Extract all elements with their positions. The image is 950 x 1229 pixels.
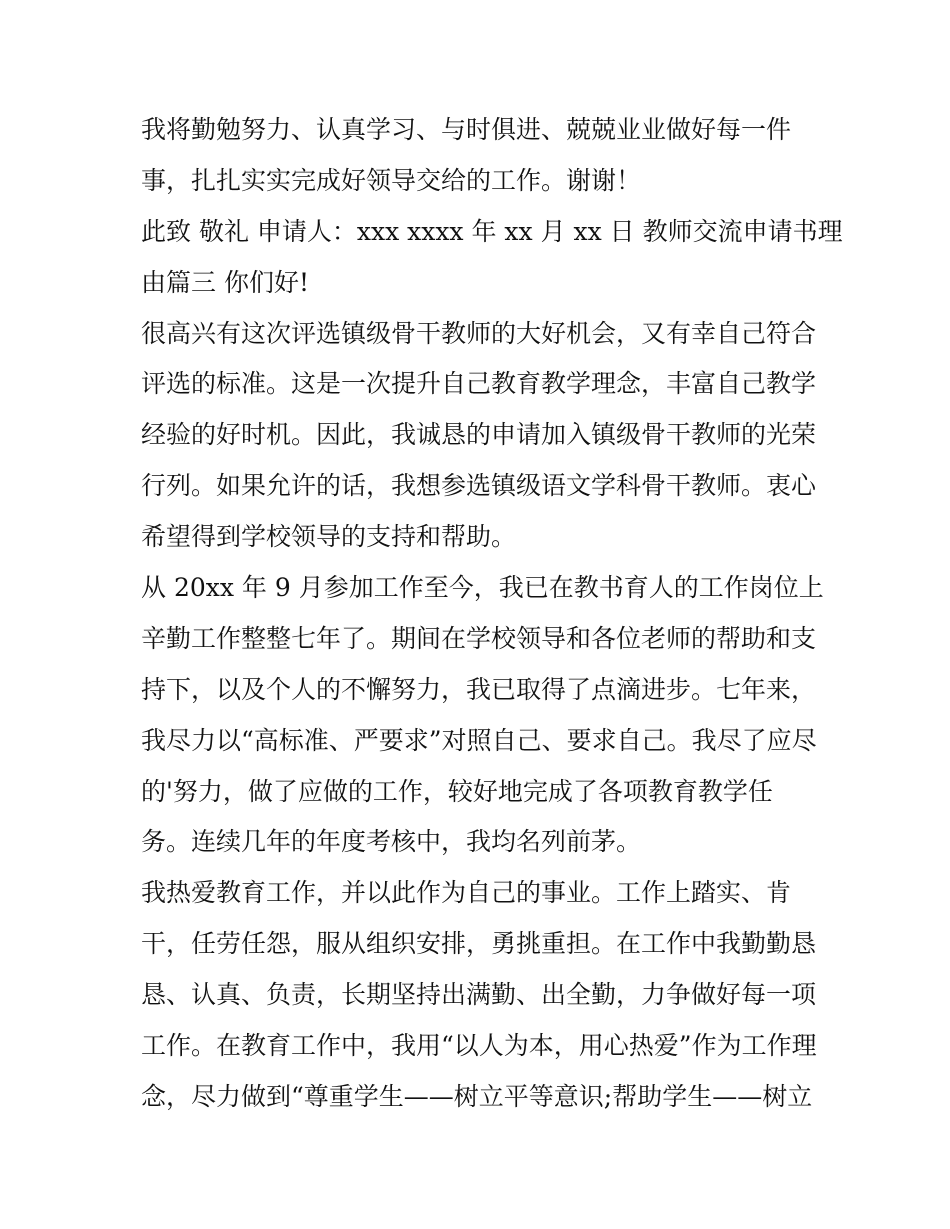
text-line: 工作。在教育工作中，我用“以人为本，用心热爱”作为工作理 bbox=[141, 1031, 817, 1061]
text-line: 由篇三 你们好! bbox=[141, 267, 309, 297]
text-line: 干，任劳任怨，服从组织安排，勇挑重担。在工作中我勤勤恳 bbox=[141, 929, 817, 959]
text-line: 事，扎扎实实完成好领导交给的工作。谢谢！ bbox=[141, 165, 642, 195]
text-line: 辛勤工作整整七年了。期间在学校领导和各位老师的帮助和支 bbox=[141, 623, 817, 653]
text-line: 从 20xx 年 9 月参加工作至今，我已在教书育人的工作岗位上 bbox=[141, 573, 824, 603]
text-line: 我将勤勉努力、认真学习、与时俱进、兢兢业业做好每一件 bbox=[141, 115, 792, 144]
text-line: 务。连续几年的年度考核中，我均名列前茅。 bbox=[141, 827, 642, 857]
text-line: 我尽力以“高标准、严要求”对照自己、要求自己。我尽了应尽 bbox=[141, 725, 817, 755]
text-line: 我热爱教育工作，并以此作为自己的事业。工作上踏实、肯 bbox=[141, 878, 792, 908]
text-line: 持下，以及个人的不懈努力，我已取得了点滴进步。七年来， bbox=[141, 674, 817, 704]
text-line: 的'努力，做了应做的工作，较好地完成了各项教育教学任 bbox=[141, 776, 773, 806]
body-text bbox=[141, 105, 843, 1123]
text-line: 希望得到学校领导的支持和帮助。 bbox=[141, 522, 517, 552]
text-line: 恳、认真、负责，长期坚持出满勤、出全勤，力争做好每一项 bbox=[141, 980, 817, 1010]
text-line: 评选的标准。这是一次提升自己教育教学理念，丰富自己教学 bbox=[141, 369, 817, 399]
text-line: 念，尽力做到“尊重学生——树立平等意识;帮助学生——树立 bbox=[141, 1081, 813, 1111]
text-line: 很高兴有这次评选镇级骨干教师的大好机会，又有幸自己符合 bbox=[141, 318, 817, 348]
text-line: 行列。如果允许的话，我想参选镇级语文学科骨干教师。衷心 bbox=[141, 471, 817, 501]
text-line: 经验的好时机。因此，我诚恳的申请加入镇级骨干教师的光荣 bbox=[141, 420, 817, 450]
text-line: 此致 敬礼 申请人：xxx xxxx 年 xx 月 xx 日 教师交流申请书理 bbox=[141, 216, 843, 246]
